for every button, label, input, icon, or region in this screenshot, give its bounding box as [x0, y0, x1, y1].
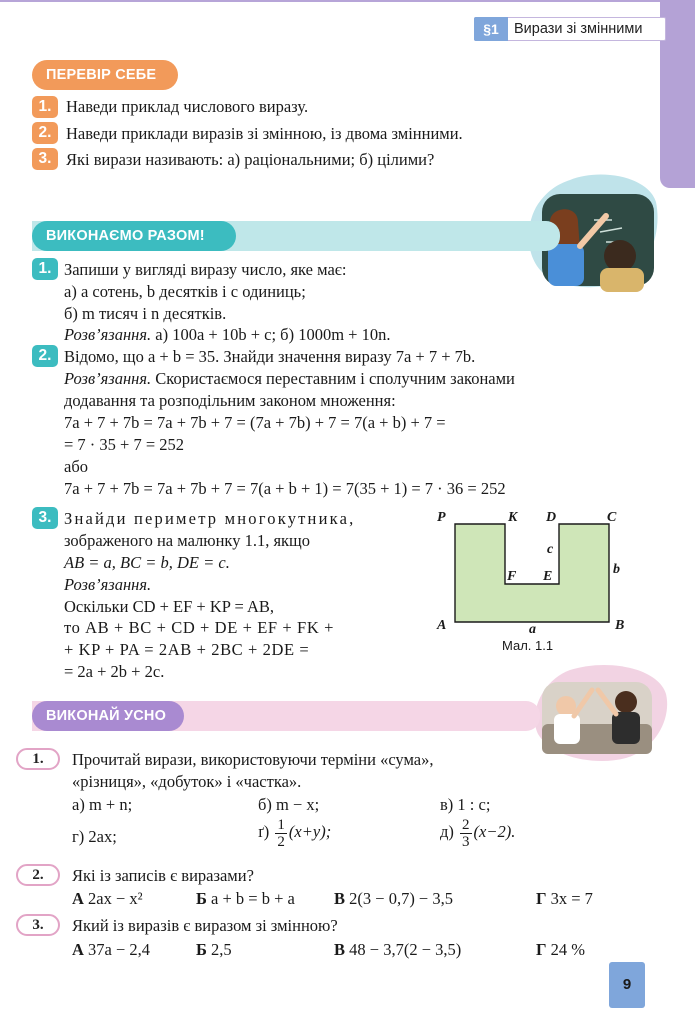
figure-polygon: [433, 508, 633, 658]
option-letter: А: [72, 940, 84, 959]
oral-q3-option-b: [196, 939, 232, 960]
oral-q3-num: 3.: [16, 914, 60, 936]
together-task-1-num: 1.: [32, 258, 58, 280]
oral-title: ВИКОНАЙ УСНО: [32, 701, 184, 731]
label-K: K: [508, 510, 518, 525]
together-task-2-num: 2.: [32, 345, 58, 367]
option-letter: Б: [196, 889, 207, 908]
check-item-3-text: Які вирази називають: а) раціональними; б) цілими?: [66, 150, 435, 169]
task1-solution-text: а) 100a + 10b + c; б) 1000m + 10n.: [151, 325, 391, 344]
option-value: 2(3 − 0,7) − 3,5: [349, 889, 453, 908]
check-item-3-num: 3.: [32, 148, 58, 170]
task3-line3: AB = a, BC = b, DE = c.: [64, 553, 230, 572]
polygon-shape: [455, 524, 609, 622]
task1-solution-label: Розв’язання.: [64, 325, 152, 344]
task2-solution-label: Розв’язання.: [64, 369, 152, 388]
task3-line4: Розв’язання.: [64, 575, 152, 594]
oral-q3-option-g: [536, 939, 585, 960]
check-item-2-text: Наведи приклади виразів зі змінною, із двома змінними.: [66, 124, 463, 143]
oral-q2-option-b: [196, 888, 295, 909]
section-title: Вирази зі змінними: [514, 21, 643, 37]
oral-q1-e-label: ґ): [258, 822, 270, 841]
classroom-photo-highfive: [530, 662, 670, 762]
task1-line4: [64, 324, 390, 345]
option-value: 2,5: [211, 940, 232, 959]
label-C: C: [607, 510, 617, 525]
label-a: a: [529, 622, 536, 637]
fraction-two-thirds: [460, 817, 472, 850]
oral-q2-option-g: [536, 888, 593, 909]
task1-line2: а) a сотень, b десятків і c одиниць;: [64, 282, 306, 301]
task3-line6: то AB + BC + CD + DE + EF + FK +: [64, 618, 334, 637]
option-value: 37a − 2,4: [88, 940, 151, 959]
label-E: E: [543, 569, 553, 584]
oral-q1-f-label: д): [440, 822, 454, 841]
label-b: b: [613, 562, 620, 577]
task1-line1: Запиши у вигляді виразу число, яке має:: [64, 260, 347, 279]
label-B: B: [615, 618, 625, 633]
check-item-1-text: Наведи приклад числового виразу.: [66, 97, 309, 116]
task3-line1: Знайди периметр многокутника,: [64, 509, 356, 528]
oral-q3-text: Який із виразів є виразом зі змінною?: [72, 916, 338, 935]
task2-line3: додавання та розподільним законом множення:: [64, 391, 396, 410]
task3-line8: = 2a + 2b + 2c.: [64, 662, 165, 681]
oral-q3-option-a: [72, 939, 150, 960]
fraction-denominator: 3: [462, 833, 470, 850]
oral-q1-b: б) m − x;: [258, 795, 320, 814]
fraction-numerator: 1: [277, 816, 285, 833]
oral-q2-option-v: [334, 888, 453, 909]
oral-q2-option-a: [72, 888, 143, 909]
label-F: F: [507, 569, 517, 584]
section-number: §1: [474, 17, 508, 41]
together-task-3-num: 3.: [32, 507, 58, 529]
oral-q1-e-rest: (x+y);: [288, 822, 332, 841]
task3-line2: зображеного на малюнку 1.1, якщо: [64, 531, 311, 550]
option-value: a + b = b + a: [211, 889, 295, 908]
check-item-1-num: 1.: [32, 96, 58, 118]
label-P: P: [437, 510, 446, 525]
option-value: 24 %: [550, 940, 585, 959]
option-letter: В: [334, 940, 346, 959]
oral-q2-text: Які із записів є виразами?: [72, 866, 254, 885]
fraction-numerator: 2: [462, 816, 470, 833]
page-number: 9: [609, 962, 645, 1008]
option-letter: Г: [536, 889, 547, 908]
task2-solution-text: Скористаємося переставним і сполучним законами: [151, 369, 515, 388]
oral-q1-num: 1.: [16, 748, 60, 770]
label-c: c: [547, 542, 554, 557]
oral-q1-line2: «різниця», «добуток» і «частка».: [72, 772, 302, 791]
task2-line5: = 7 · 35 + 7 = 252: [64, 435, 185, 454]
oral-q1-a: а) m + n;: [72, 795, 133, 814]
label-D: D: [546, 510, 557, 525]
oral-q1-f-rest: (x−2).: [473, 822, 516, 841]
task2-line7: 7a + 7 + 7b = 7a + 7b + 7 = 7(a + b + 1) = 7(35 + 1) = 7 · 36 = 252: [64, 479, 506, 498]
together-title: ВИКОНАЄМО РАЗОМ!: [32, 221, 236, 251]
top-rule: [0, 0, 695, 2]
task3-line7: + KP + PA = 2AB + 2BC + 2DE =: [64, 640, 310, 659]
oral-q1-e: [258, 815, 331, 850]
task3-line5: Оскільки CD + EF + KP = AB,: [64, 597, 275, 616]
task2-line6: або: [64, 457, 88, 476]
task2-line2: [64, 368, 515, 389]
task1-line3: б) m тисяч і n десятків.: [64, 304, 227, 323]
option-letter: Б: [196, 940, 207, 959]
oral-q3-option-v: [334, 939, 461, 960]
oral-q1-f: [440, 815, 515, 850]
task2-line4: 7a + 7 + 7b = 7a + 7b + 7 = (7a + 7b) + 7 = 7(a + b) + 7 =: [64, 413, 446, 432]
fraction-denominator: 2: [277, 833, 285, 850]
figure-caption: Мал. 1.1: [502, 638, 554, 653]
check-yourself-title: ПЕРЕВІР СЕБЕ: [32, 60, 178, 90]
fraction-one-half: [275, 817, 287, 850]
option-letter: Г: [536, 940, 547, 959]
oral-q2-num: 2.: [16, 864, 60, 886]
option-letter: А: [72, 889, 84, 908]
oral-q1-d: г) 2ax;: [72, 827, 117, 846]
option-value: 2ax − x²: [88, 889, 143, 908]
oral-q1-line1: Прочитай вирази, використовуючи терміни «сума»,: [72, 750, 434, 769]
option-letter: В: [334, 889, 346, 908]
oral-q1-c: в) 1 : c;: [440, 795, 491, 814]
check-item-2-num: 2.: [32, 122, 58, 144]
label-A: A: [437, 618, 447, 633]
option-value: 48 − 3,7(2 − 3,5): [349, 940, 462, 959]
option-value: 3x = 7: [550, 889, 593, 908]
task2-line1: Відомо, що a + b = 35. Знайди значення виразу 7a + 7 + 7b.: [64, 347, 476, 366]
